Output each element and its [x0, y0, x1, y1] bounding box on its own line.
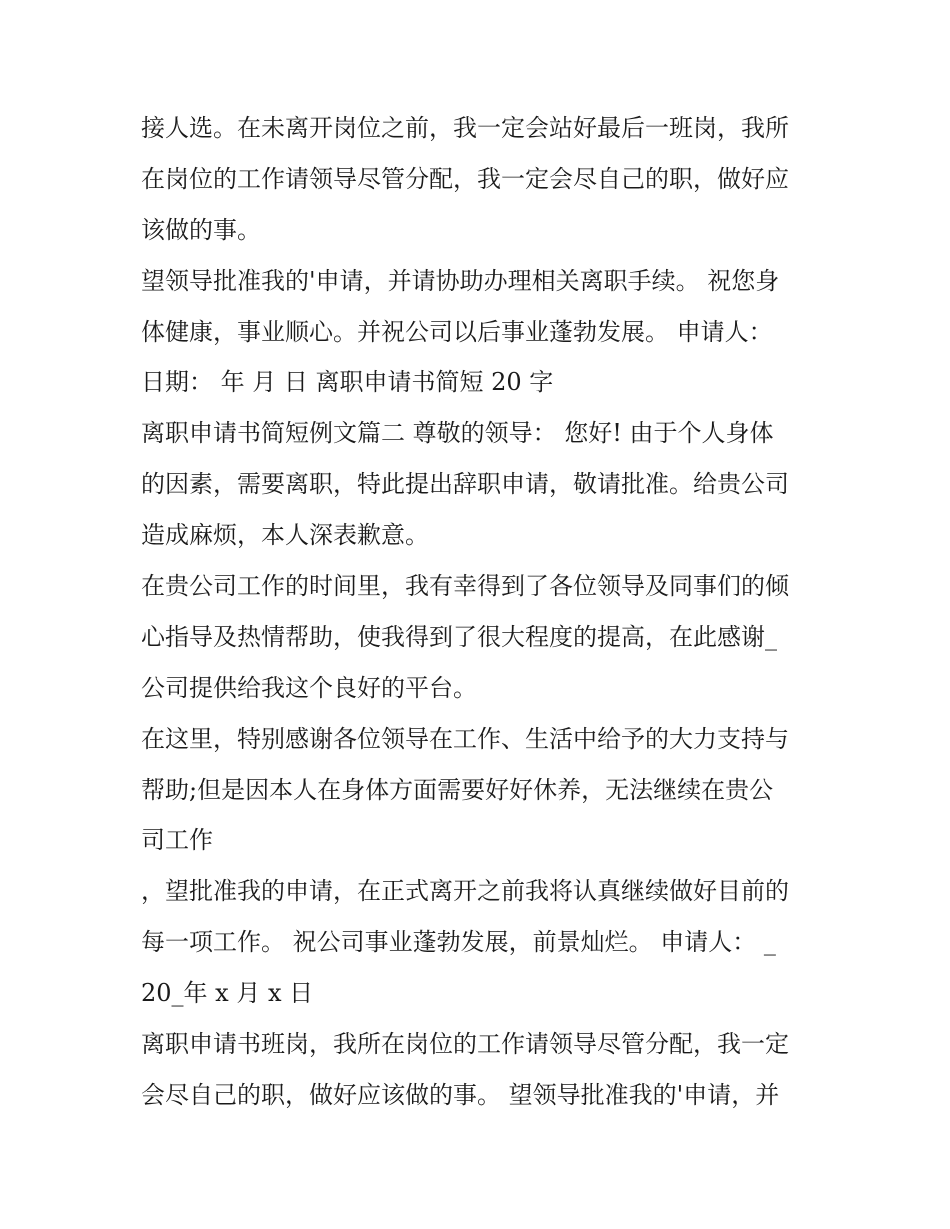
text-line: ，望批准我的申请，在正式离开之前我将认真继续做好目前的: [141, 877, 789, 906]
text-line: 在贵公司工作的时间里，我有幸得到了各位领导及同事们的倾: [141, 572, 789, 601]
text-line: 造成麻烦，本人深表歉意。: [141, 521, 429, 550]
text-line: 的因素，需要离职，特此提出辞职申请，敬请批准。给贵公司: [141, 470, 789, 499]
text-line: 帮助;但是因本人在身体方面需要好好休养，无法继续在贵公: [141, 775, 774, 804]
text-line: 心指导及热情帮助，使我得到了很大程度的提高，在此感谢_: [141, 622, 777, 651]
text-line: 该做的事。: [141, 215, 261, 244]
text-line: 在岗位的工作请领导尽管分配，我一定会尽自己的职，做好应: [141, 164, 789, 193]
text-line: 离职申请书班岗，我所在岗位的工作请领导尽管分配，我一定: [141, 1030, 789, 1059]
text-line: 望领导批准我的'申请，并请协助办理相关离职手续。 祝您身: [141, 266, 780, 295]
text-line: 体健康，事业顺心。并祝公司以后事业蓬勃发展。 申请人：: [141, 317, 773, 346]
text-line: 接人选。在未离开岗位之前，我一定会站好最后一班岗，我所: [141, 114, 789, 142]
text-line: 每一项工作。 祝公司事业蓬勃发展，前景灿烂。 申请人： _: [141, 928, 776, 957]
document-body: [141, 103, 821, 1121]
text-line: 20_年 x 月 x 日: [141, 979, 314, 1008]
text-line: 会尽自己的职，做好应该做的事。 望领导批准我的'申请，并: [141, 1080, 780, 1109]
text-line: 日期： 年 月 日 离职申请书简短 20 字: [141, 368, 554, 397]
text-line: 在这里，特别感谢各位领导在工作、生活中给予的大力支持与: [141, 724, 789, 753]
text-line: 司工作: [141, 826, 213, 855]
text-line: 公司提供给我这个良好的平台。: [141, 673, 477, 702]
text-line: 离职申请书简短例文篇二 尊敬的领导： 您好! 由于个人身体: [141, 419, 774, 448]
